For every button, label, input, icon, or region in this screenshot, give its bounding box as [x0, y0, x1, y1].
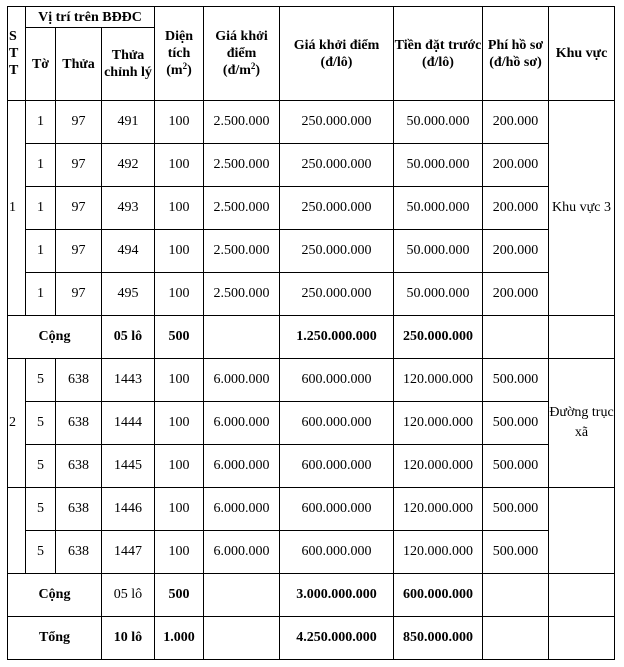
cell-adjusted-parcel: 1445 [102, 445, 155, 488]
cell-price-lot: 600.000.000 [280, 402, 394, 445]
cell-file-fee: 500.000 [483, 488, 549, 531]
cell-adjusted-parcel: 492 [102, 144, 155, 187]
land-lot-auction-table [7, 6, 615, 660]
subtotal-empty-fee [483, 574, 549, 617]
cell-parcel: 97 [56, 144, 102, 187]
cell-area: 100 [155, 273, 204, 316]
header-start-price-per-lot: Giá khởi điểm (đ/lô) [280, 7, 394, 101]
cell-deposit: 50.000.000 [394, 187, 483, 230]
subtotal-empty-price-m2 [204, 574, 280, 617]
total-row [8, 617, 615, 660]
cell-area: 100 [155, 187, 204, 230]
total-empty-fee [483, 617, 549, 660]
subtotal-row [8, 574, 615, 617]
group-2-region [549, 359, 615, 488]
cell-parcel: 638 [56, 488, 102, 531]
subtotal-deposit: 600.000.000 [394, 574, 483, 617]
cell-price-m2: 6.000.000 [204, 445, 280, 488]
subtotal-label: Cộng [8, 316, 102, 359]
header-sheet: Tờ [26, 28, 56, 101]
total-label: Tổng [8, 617, 102, 660]
header-area: Diện tích $(m^2)$ [155, 7, 204, 101]
table-row [8, 144, 615, 187]
cell-adjusted-parcel: 1444 [102, 402, 155, 445]
cell-sheet: 5 [26, 359, 56, 402]
subtotal-row [8, 316, 615, 359]
header-region: Khu vực [549, 7, 615, 101]
cell-area: 100 [155, 488, 204, 531]
cell-file-fee: 500.000 [483, 531, 549, 574]
cell-file-fee: 200.000 [483, 144, 549, 187]
cell-deposit: 120.000.000 [394, 402, 483, 445]
cell-price-lot: 600.000.000 [280, 531, 394, 574]
cell-file-fee: 200.000 [483, 273, 549, 316]
cell-price-m2: 2.500.000 [204, 230, 280, 273]
cell-file-fee: 200.000 [483, 187, 549, 230]
table-row [8, 273, 615, 316]
cell-area: 100 [155, 144, 204, 187]
subtotal-lots: 05 lô [102, 574, 155, 617]
cell-price-lot: 600.000.000 [280, 488, 394, 531]
cell-parcel: 638 [56, 445, 102, 488]
cell-area: 100 [155, 402, 204, 445]
group-2-stt-continued [8, 488, 26, 574]
cell-price-lot: 250.000.000 [280, 144, 394, 187]
cell-deposit: 50.000.000 [394, 144, 483, 187]
cell-price-m2: 6.000.000 [204, 359, 280, 402]
cell-price-m2: 2.500.000 [204, 101, 280, 144]
table-row [8, 488, 615, 531]
cell-deposit: 50.000.000 [394, 230, 483, 273]
cell-price-m2: 2.500.000 [204, 273, 280, 316]
subtotal-empty-region [549, 574, 615, 617]
cell-file-fee: 500.000 [483, 359, 549, 402]
cell-deposit: 50.000.000 [394, 273, 483, 316]
cell-price-m2: 6.000.000 [204, 402, 280, 445]
cell-parcel: 638 [56, 359, 102, 402]
header-start-price-per-m2: Giá khởi điểm $(đ/m^2)$ [204, 7, 280, 101]
cell-adjusted-parcel: 1447 [102, 531, 155, 574]
cell-sheet: 1 [26, 273, 56, 316]
total-lots: 10 lô [102, 617, 155, 660]
header-stt-s: S [9, 29, 17, 44]
header-stt-t2: T [9, 63, 19, 78]
cell-price-m2: 6.000.000 [204, 531, 280, 574]
cell-sheet: 5 [26, 445, 56, 488]
subtotal-label: Cộng [8, 574, 102, 617]
cell-file-fee: 500.000 [483, 402, 549, 445]
cell-adjusted-parcel: 1443 [102, 359, 155, 402]
cell-price-lot: 250.000.000 [280, 273, 394, 316]
cell-price-lot: 250.000.000 [280, 101, 394, 144]
cell-sheet: 5 [26, 531, 56, 574]
cell-price-lot: 250.000.000 [280, 187, 394, 230]
total-area: 1.000 [155, 617, 204, 660]
group-1-region [549, 101, 615, 316]
table-row [8, 187, 615, 230]
cell-area: 100 [155, 531, 204, 574]
group-2-region-text: Đường trục xã [549, 405, 614, 440]
cell-adjusted-parcel: 1446 [102, 488, 155, 531]
table-row [8, 359, 615, 402]
cell-sheet: 5 [26, 402, 56, 445]
cell-adjusted-parcel: 491 [102, 101, 155, 144]
cell-sheet: 1 [26, 144, 56, 187]
subtotal-deposit: 250.000.000 [394, 316, 483, 359]
cell-area: 100 [155, 101, 204, 144]
subtotal-price-lot: 3.000.000.000 [280, 574, 394, 617]
cell-area: 100 [155, 230, 204, 273]
cell-adjusted-parcel: 493 [102, 187, 155, 230]
cell-price-lot: 600.000.000 [280, 359, 394, 402]
cell-adjusted-parcel: 494 [102, 230, 155, 273]
group-2-region-continued [549, 488, 615, 574]
subtotal-lots: 05 lô [102, 316, 155, 359]
cell-sheet: 1 [26, 230, 56, 273]
cell-file-fee: 500.000 [483, 445, 549, 488]
cell-parcel: 97 [56, 273, 102, 316]
cell-deposit: 120.000.000 [394, 359, 483, 402]
header-location-group: Vị trí trên BĐĐC [26, 7, 155, 28]
header-parcel: Thửa [56, 28, 102, 101]
cell-area: 100 [155, 445, 204, 488]
auction-table-container [7, 6, 615, 660]
cell-deposit: 120.000.000 [394, 488, 483, 531]
table-row [8, 101, 615, 144]
subtotal-empty-fee [483, 316, 549, 359]
cell-price-lot: 250.000.000 [280, 230, 394, 273]
header-adjusted-parcel: Thửa chỉnh lý [102, 28, 155, 101]
subtotal-area: 500 [155, 574, 204, 617]
table-row [8, 402, 615, 445]
cell-adjusted-parcel: 495 [102, 273, 155, 316]
total-price-lot: 4.250.000.000 [280, 617, 394, 660]
cell-price-m2: 2.500.000 [204, 187, 280, 230]
table-row [8, 230, 615, 273]
cell-parcel: 97 [56, 187, 102, 230]
cell-parcel: 97 [56, 101, 102, 144]
group-2-stt: 2 [8, 359, 26, 488]
cell-file-fee: 200.000 [483, 101, 549, 144]
total-deposit: 850.000.000 [394, 617, 483, 660]
cell-price-m2: 6.000.000 [204, 488, 280, 531]
cell-parcel: 638 [56, 402, 102, 445]
cell-deposit: 50.000.000 [394, 101, 483, 144]
total-empty-region [549, 617, 615, 660]
table-row [8, 531, 615, 574]
cell-sheet: 1 [26, 187, 56, 230]
header-deposit: Tiền đặt trước (đ/lô) [394, 7, 483, 101]
subtotal-price-lot: 1.250.000.000 [280, 316, 394, 359]
cell-area: 100 [155, 359, 204, 402]
cell-deposit: 120.000.000 [394, 445, 483, 488]
header-file-fee: Phí hồ sơ (đ/hồ sơ) [483, 7, 549, 101]
cell-sheet: 5 [26, 488, 56, 531]
subtotal-empty-price-m2 [204, 316, 280, 359]
subtotal-area: 500 [155, 316, 204, 359]
cell-sheet: 1 [26, 101, 56, 144]
group-1-stt: 1 [8, 101, 26, 316]
cell-price-lot: 600.000.000 [280, 445, 394, 488]
group-1-region-text: Khu vực 3 [552, 200, 611, 215]
cell-parcel: 638 [56, 531, 102, 574]
cell-parcel: 97 [56, 230, 102, 273]
table-row [8, 445, 615, 488]
total-empty-price-m2 [204, 617, 280, 660]
header-stt-t1: T [9, 46, 19, 61]
cell-file-fee: 200.000 [483, 230, 549, 273]
header-stt [8, 7, 26, 101]
cell-deposit: 120.000.000 [394, 531, 483, 574]
subtotal-empty-region [549, 316, 615, 359]
cell-price-m2: 2.500.000 [204, 144, 280, 187]
